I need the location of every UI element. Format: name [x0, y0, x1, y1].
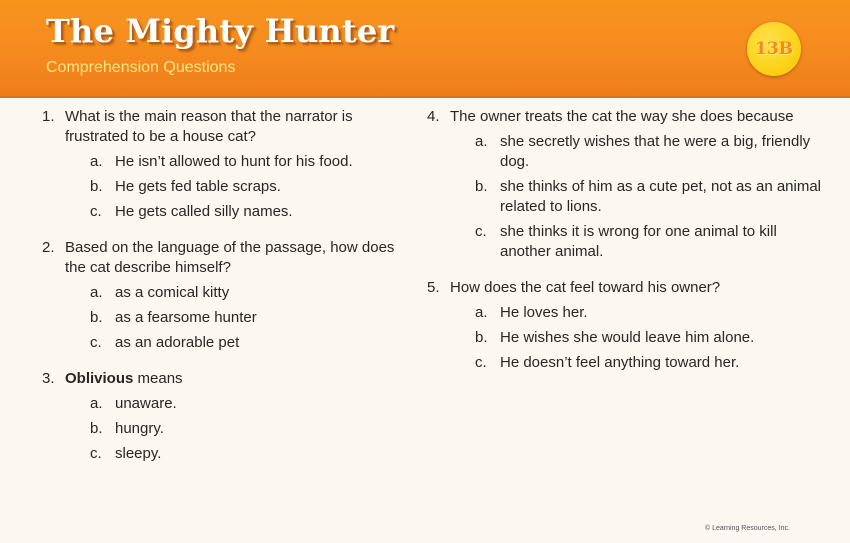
answer-option[interactable] [475, 328, 827, 348]
copyright-notice: © Learning Resources, Inc. [705, 525, 790, 532]
answer-options [450, 132, 827, 262]
answer-options [65, 394, 412, 464]
option-letter: b. [475, 329, 488, 346]
option-letter: b. [90, 309, 103, 326]
option-letter: a. [90, 284, 103, 301]
answer-option[interactable] [90, 308, 412, 328]
answer-option[interactable] [475, 132, 827, 172]
option-letter: c. [90, 445, 102, 462]
page-title: The Mighty Hunter [46, 12, 395, 50]
answer-options [65, 152, 412, 222]
card-number-label: 13B [754, 39, 794, 59]
question-number: 5. [427, 279, 440, 296]
option-letter: a. [475, 304, 488, 321]
card-number-badge [747, 22, 801, 76]
option-text: He doesn’t feel anything toward her. [500, 354, 740, 371]
question-number: 2. [42, 239, 55, 256]
answer-options [65, 283, 412, 353]
question-text: Based on the language of the passage, how does the cat describe himself? [65, 239, 395, 276]
option-letter: c. [90, 203, 102, 220]
question-text: What is the main reason that the narrator is frustrated to be a house cat? [65, 108, 353, 145]
question-number: 1. [42, 108, 55, 125]
answer-option[interactable] [90, 444, 412, 464]
question-text: The owner treats the cat the way she does because [450, 108, 794, 125]
option-text: He isn’t allowed to hunt for his food. [115, 153, 353, 170]
option-letter: b. [90, 178, 103, 195]
option-letter: c. [475, 223, 487, 240]
option-text: He loves her. [500, 304, 588, 321]
option-letter: a. [475, 133, 488, 150]
questions-left-column [42, 107, 412, 469]
question-4 [427, 107, 827, 262]
option-letter: c. [90, 334, 102, 351]
option-text: He wishes she would leave him alone. [500, 329, 755, 346]
question-text: means [133, 370, 183, 387]
answer-option[interactable] [90, 283, 412, 303]
question-3 [42, 369, 412, 464]
option-text: she thinks it is wrong for one animal to kill another animal. [500, 223, 777, 260]
option-letter: a. [90, 395, 103, 412]
question-2 [42, 238, 412, 353]
option-text: He gets fed table scraps. [115, 178, 281, 195]
option-text: as an adorable pet [115, 334, 240, 351]
option-text: sleepy. [115, 445, 162, 462]
page-subtitle: Comprehension Questions [46, 59, 236, 76]
answer-option[interactable] [90, 394, 412, 414]
answer-options [450, 303, 827, 373]
answer-option[interactable] [90, 333, 412, 353]
question-number: 3. [42, 370, 55, 387]
option-text: as a fearsome hunter [115, 309, 257, 326]
question-number: 4. [427, 108, 440, 125]
option-letter: b. [475, 178, 488, 195]
answer-option[interactable] [90, 177, 412, 197]
question-1 [42, 107, 412, 222]
option-text: unaware. [115, 395, 177, 412]
option-text: she thinks of him as a cute pet, not as an animal related to lions. [500, 178, 822, 215]
answer-option[interactable] [475, 353, 827, 373]
option-text: as a comical kitty [115, 284, 230, 301]
questions-right-column [427, 107, 827, 378]
answer-option[interactable] [475, 177, 827, 217]
vocabulary-word: Oblivious [65, 370, 134, 387]
option-text: hungry. [115, 420, 164, 437]
option-text: He gets called silly names. [115, 203, 293, 220]
question-text: How does the cat feel toward his owner? [450, 279, 721, 296]
answer-option[interactable] [475, 222, 827, 262]
option-letter: b. [90, 420, 103, 437]
answer-option[interactable] [475, 303, 827, 323]
option-letter: a. [90, 153, 103, 170]
option-text: she secretly wishes that he were a big, friendly dog. [500, 133, 811, 170]
question-5 [427, 278, 827, 373]
answer-option[interactable] [90, 419, 412, 439]
option-letter: c. [475, 354, 487, 371]
answer-option[interactable] [90, 202, 412, 222]
header-banner [0, 0, 850, 98]
answer-option[interactable] [90, 152, 412, 172]
